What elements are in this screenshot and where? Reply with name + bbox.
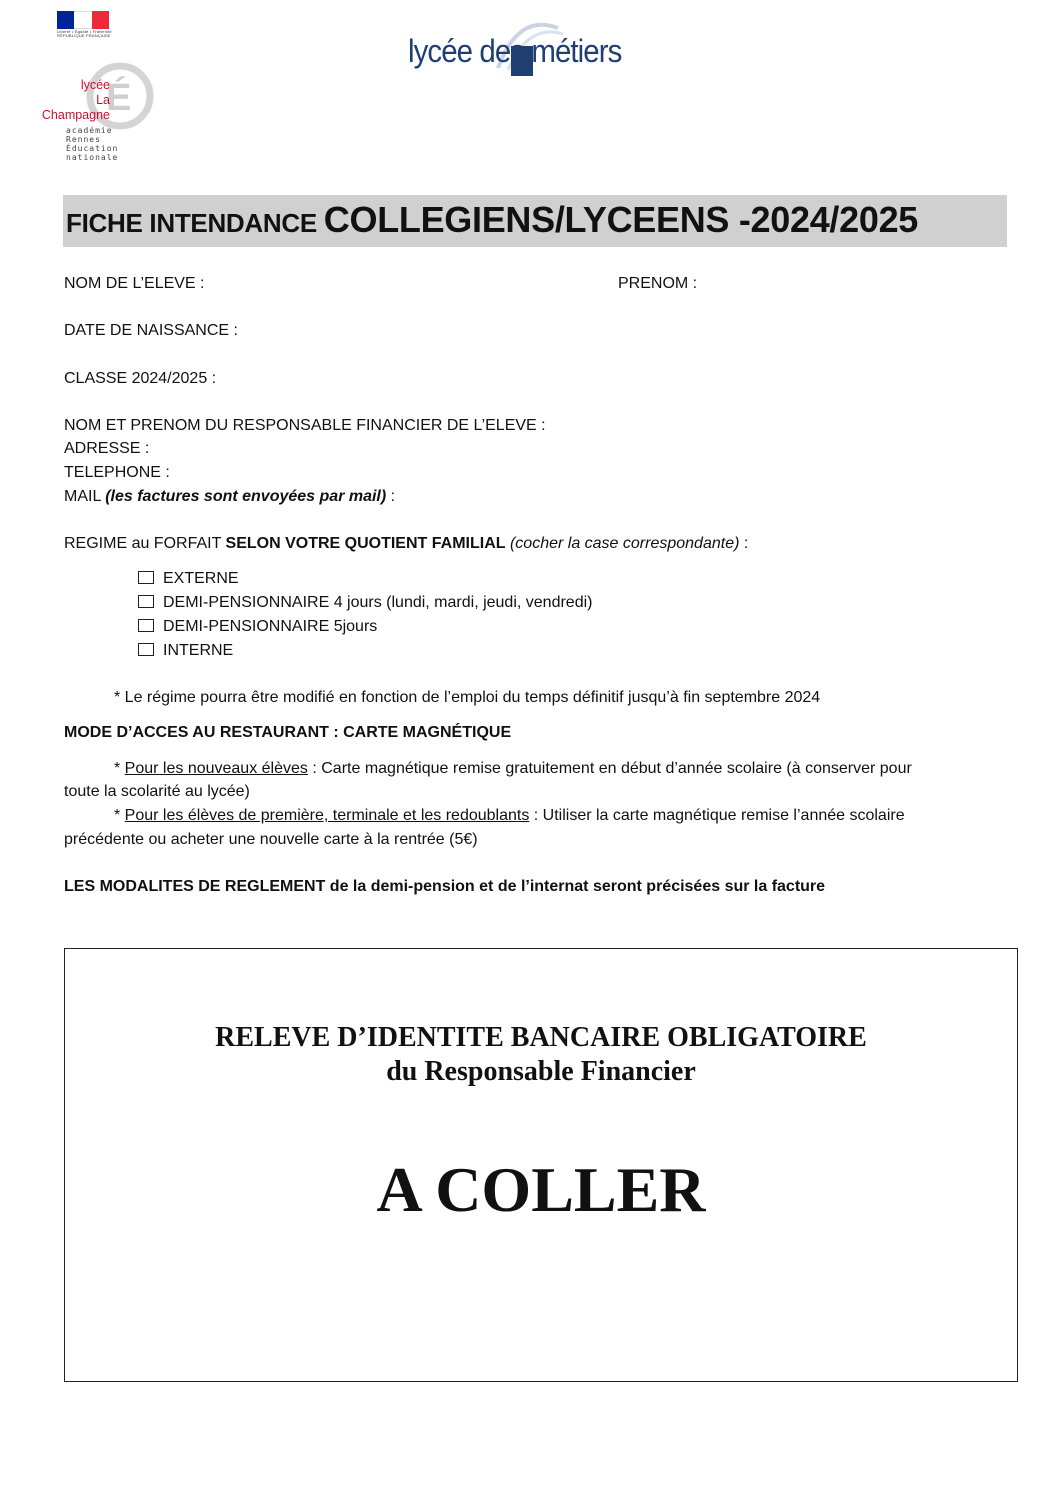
title-part-2: COLLEGIENS/LYCEENS -2024/2025 xyxy=(323,199,919,240)
page-title xyxy=(66,199,918,241)
regime-option-interne[interactable] xyxy=(138,639,233,662)
regime-bold: SELON VOTRE QUOTIENT FAMILIAL xyxy=(225,535,506,552)
regime-option-demi-5[interactable] xyxy=(138,615,377,638)
returning-students-label: Pour les élèves de première, terminale et les redoublants xyxy=(124,807,530,824)
option-label: DEMI-PENSIONNAIRE 4 jours (lundi, mardi, jeudi, vendredi) xyxy=(163,594,593,611)
republique-francaise-logo xyxy=(57,11,109,29)
checkbox[interactable] xyxy=(138,643,154,656)
field-mail xyxy=(64,485,395,508)
school-name: lycée La Champagne xyxy=(41,78,110,122)
payment-note xyxy=(64,875,825,898)
rib-line-1: RELEVE D’IDENTITE BANCAIRE OBLIGATOIRE xyxy=(215,1022,867,1053)
regime-option-externe[interactable] xyxy=(138,567,239,590)
republique-francaise-motto: Liberté • Égalité • Fraternité RÉPUBLIQUE FRANÇAISE xyxy=(57,29,112,38)
academy-label: académie Rennes Éducation nationale xyxy=(66,126,119,162)
new-students-text: : Carte magnétique remise gratuitement en début d’année scolaire (à conserver pour xyxy=(307,760,912,777)
rib-coller: A COLLER xyxy=(376,1154,706,1225)
title-part-1: FICHE INTENDANCE xyxy=(66,208,324,238)
field-nom: NOM DE L’ELEVE : xyxy=(64,275,205,292)
checkbox[interactable] xyxy=(138,595,154,608)
checkbox[interactable] xyxy=(138,619,154,632)
mail-label: MAIL xyxy=(64,488,106,505)
new-students-label: Pour les nouveaux élèves xyxy=(124,760,308,777)
regime-heading xyxy=(64,532,748,555)
field-date-naissance: DATE DE NAISSANCE : xyxy=(64,322,238,339)
regime-suffix: : xyxy=(739,535,749,552)
mail-note: (les factures sont envoyées par mail) xyxy=(105,488,387,505)
svg-text:É: É xyxy=(106,77,132,119)
access-new-students-cont: toute la scolarité au lycée) xyxy=(64,783,250,800)
field-telephone: TELEPHONE : xyxy=(64,464,170,481)
field-prenom: PRENOM : xyxy=(618,275,698,292)
regime-italic: (cocher la case correspondante) xyxy=(505,535,740,552)
rib-title xyxy=(64,1021,1018,1089)
regime-note: * Le régime pourra être modifié en fonction de l’emploi du temps définitif jusqu’à fin septembre 2024 xyxy=(114,689,821,706)
option-label: DEMI-PENSIONNAIRE 5jours xyxy=(163,618,378,635)
regime-prefix: REGIME au FORFAIT xyxy=(64,535,226,552)
field-responsable: NOM ET PRENOM DU RESPONSABLE FINANCIER DE L’ELEVE : xyxy=(64,417,546,434)
option-label: EXTERNE xyxy=(163,570,239,587)
field-classe: CLASSE 2024/2025 : xyxy=(64,370,217,387)
payment-bold: LES MODALITES DE REGLEMENT xyxy=(64,878,326,895)
brand-text: lycée des métiers xyxy=(408,33,622,69)
bullet: * xyxy=(114,760,125,777)
access-heading: MODE D’ACCES AU RESTAURANT : CARTE MAGNÉTIQUE xyxy=(64,724,512,741)
returning-students-text: : Utiliser la carte magnétique remise l’année scolaire xyxy=(529,807,905,824)
access-returning-students-cont: précédente ou acheter une nouvelle carte à la rentrée (5€) xyxy=(64,831,478,848)
bullet: * xyxy=(114,807,125,824)
option-label: INTERNE xyxy=(163,642,234,659)
regime-option-demi-4[interactable] xyxy=(138,591,592,614)
field-adresse: ADRESSE : xyxy=(64,440,150,457)
access-returning-students xyxy=(114,804,905,827)
rib-line-2: du Responsable Financier xyxy=(386,1056,696,1087)
access-new-students xyxy=(114,757,912,780)
checkbox[interactable] xyxy=(138,571,154,584)
payment-text: de la demi-pension et de l’internat seront précisées sur la facture xyxy=(325,878,826,895)
mail-suffix: : xyxy=(386,488,396,505)
